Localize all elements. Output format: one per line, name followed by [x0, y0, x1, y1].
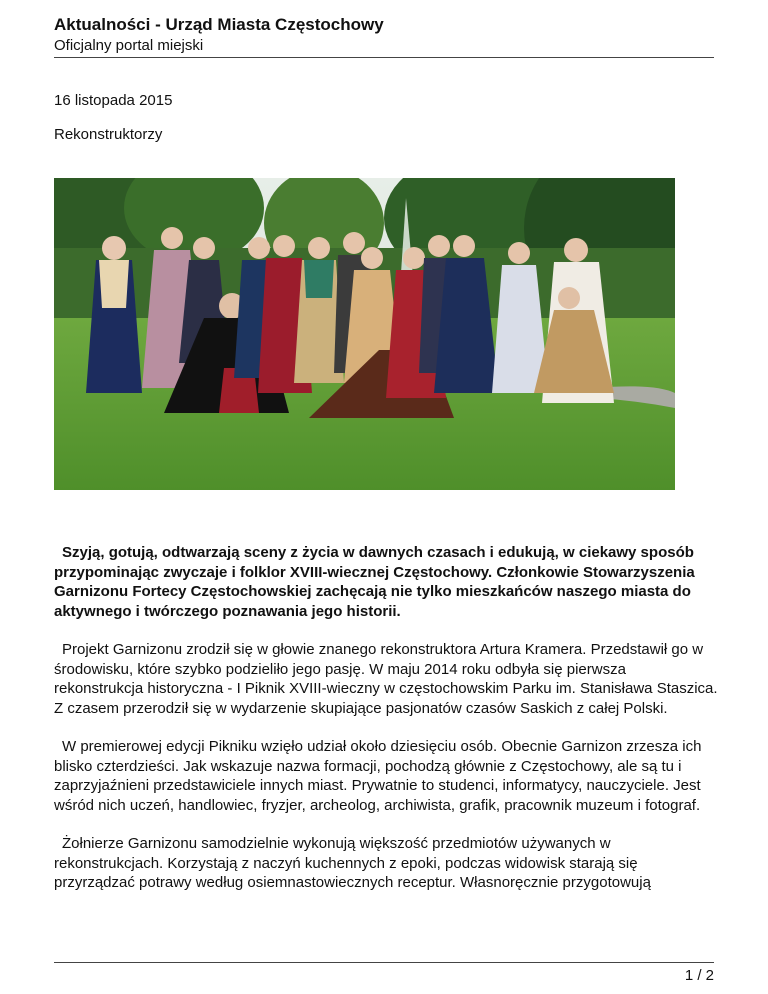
site-title: Aktualności - Urząd Miasta Częstochowy	[54, 15, 384, 34]
article-date: 16 listopada 2015	[54, 92, 173, 109]
article-lead: Szyją, gotują, odtwarzają sceny z życia w dawnych czasach i edukują, w ciekawy sposób przypominając zwyczaje i folklor XVIII-wiecznej Częstochowy. Członkowie Stowarzyszenia Garnizonu Fortecy Częstochowskiej zachęcają nie tylko mieszkańców naszego miasta do aktywnego i twórczego poznawania jego historii.	[54, 544, 695, 620]
page-number: 1 / 2	[684, 967, 714, 984]
article-body	[54, 543, 718, 912]
article-title: Rekonstruktorzy	[54, 126, 163, 143]
article-paragraph: Projekt Garnizonu zrodził się w głowie znanego rekonstruktora Artura Kramera. Przedstawił go w środowisku, które szybko podzieliło jego pasję. W maju 2014 roku odbyła się pierwsza rekonstrukcja historyczna - I Piknik XVIII-wieczny w częstochowskim Parku im. Stanisława Staszica. Z czasem przerodził się w wydarzenie skupiające pasjonatów czasów Saskich z całej Polski.	[54, 641, 718, 717]
article-paragraph: W premierowej edycji Pikniku wzięło udział około dziesięciu osób. Obecnie Garnizon zrzesza ich blisko czterdzieści. Jak wskazuje nazwa formacji, pochodzą głównie z Częstochowy, ale są tu i zaprzyjaźnieni przedstawiciele innych miast. Prywatnie to studenci, informatycy, nauczyciele. Jest wśród nich uczeń, handlowiec, fryzjer, archeolog, archiwista, grafik, pracownik muzeum i fotograf.	[54, 738, 702, 814]
reenactors-group-photo	[54, 178, 675, 490]
article-paragraph: Żołnierze Garnizonu samodzielnie wykonują większość przedmiotów używanych w rekonstrukcjach. Korzystają z naczyń kuchennych z epoki, podczas widowisk starają się przyrządzać potrawy według osiemnastowiecznych receptur. Własnoręcznie przygotowują	[54, 835, 651, 891]
site-subtitle: Oficjalny portal miejski	[54, 37, 204, 54]
article-photo	[54, 178, 675, 490]
page-header	[54, 14, 714, 56]
footer-divider	[54, 962, 714, 963]
header-divider	[54, 57, 714, 58]
